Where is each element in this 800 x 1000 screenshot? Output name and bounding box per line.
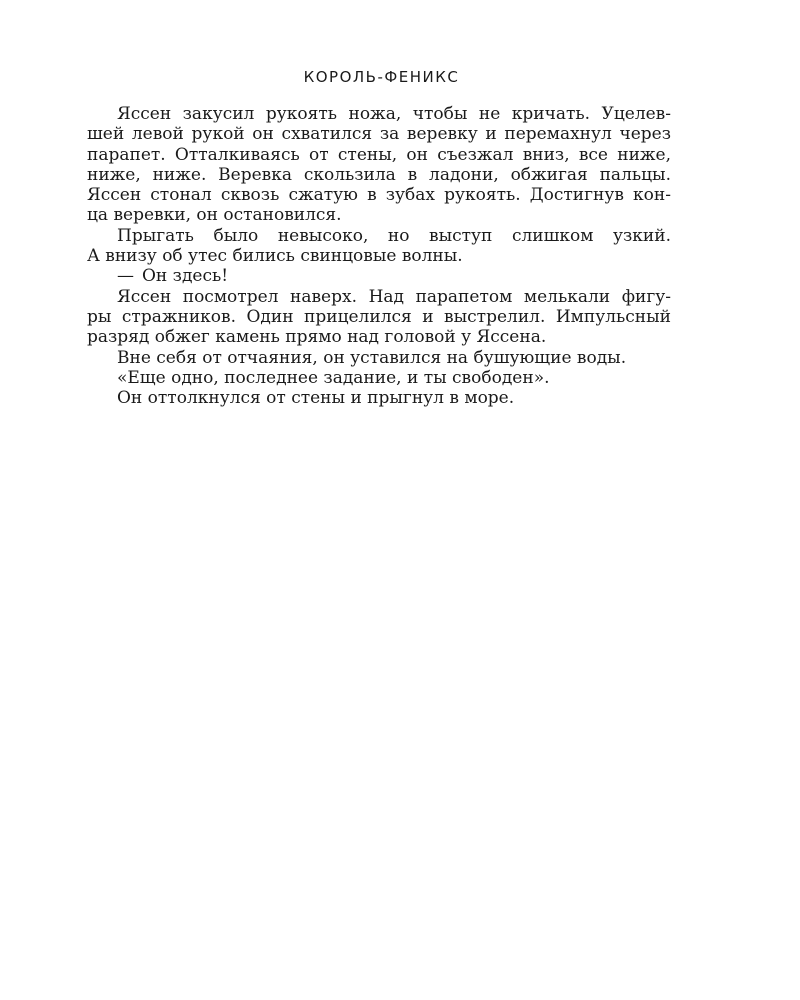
text-line-10: Яссен посмотрел наверх. Над парапетом мелькали фигу- bbox=[117, 286, 671, 307]
text-line-12: разряд обжег камень прямо над головой у Яссена. bbox=[87, 327, 547, 348]
dialogue-text: Он здесь! bbox=[142, 266, 229, 287]
text-line-13: Вне себя от отчаяния, он уставился на бушующие воды. bbox=[117, 347, 627, 368]
running-head: КОРОЛЬ-ФЕНИКС bbox=[303, 68, 460, 86]
text-line-4: ниже, ниже. Веревка скользила в ладони, обжигая пальцы. bbox=[87, 164, 671, 185]
text-line-15: Он оттолкнулся от стены и прыгнул в море. bbox=[117, 388, 515, 409]
text-line-11: ры стражников. Один прицелился и выстрелил. Импульсный bbox=[87, 306, 671, 327]
text-line-9 bbox=[87, 266, 671, 286]
text-line-3: парапет. Отталкиваясь от стены, он съезжал вниз, все ниже, bbox=[87, 144, 671, 165]
text-line-7: Прыгать было невысоко, но выступ слишком узкий. bbox=[117, 225, 671, 246]
dialogue-dash: — bbox=[117, 266, 134, 287]
text-line-2: шей левой рукой он схватился за веревку и перемахнул через bbox=[87, 124, 671, 145]
text-line-14: «Еще одно, последнее задание, и ты свободен». bbox=[117, 367, 550, 388]
text-line-6: ца веревки, он остановился. bbox=[87, 205, 342, 226]
text-line-1: Яссен закусил рукоять ножа, чтобы не кричать. Уцелев- bbox=[117, 104, 671, 124]
text-line-8: А внизу об утес бились свинцовые волны. bbox=[87, 246, 463, 267]
text-line-5: Яссен стонал сквозь сжатую в зубах рукоять. Достигнув кон- bbox=[87, 185, 671, 206]
body-text bbox=[87, 104, 671, 408]
